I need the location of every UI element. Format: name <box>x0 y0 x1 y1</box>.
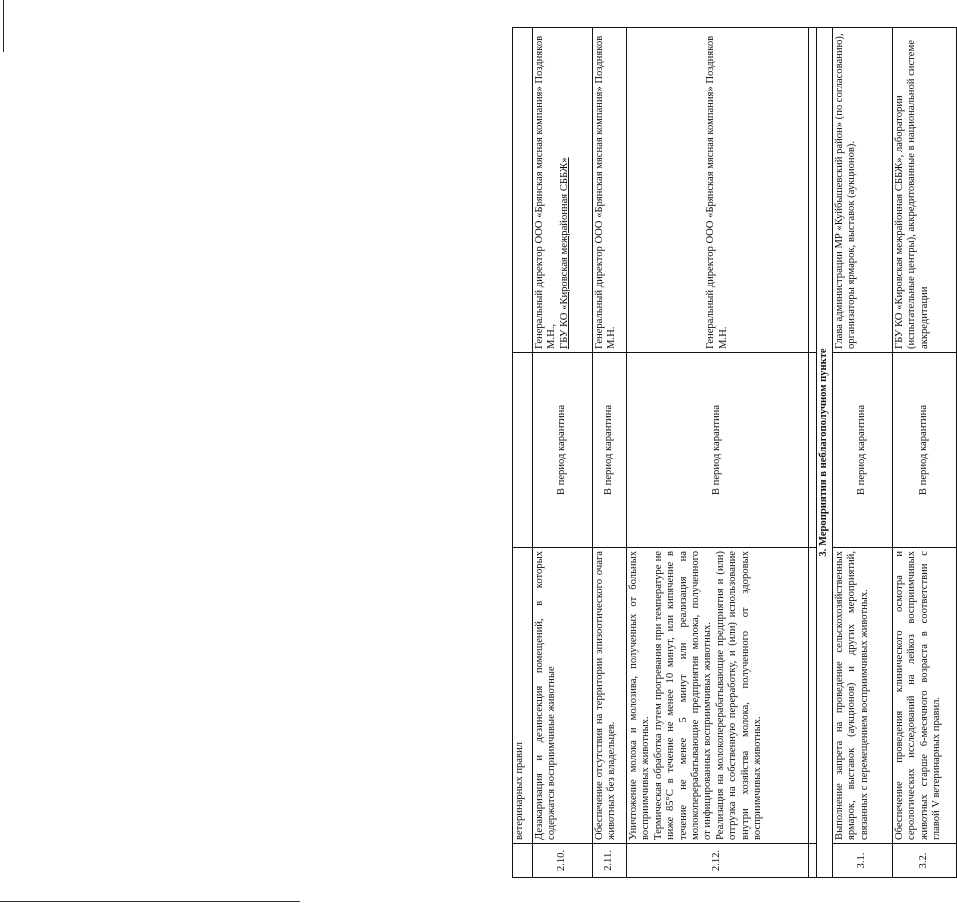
term-text: В период карантина <box>593 353 627 548</box>
measure-paragraph-3: Реализация на молокоперерабатывающие предприятия и (или) отгрузка на собственную переработку, и (или) использование внутри хозяйства молока, полученного от здоровых восприимчивых животных. <box>714 551 764 840</box>
responsible-text: Глава администрации МР «Куйбышевский район» (по согласованию), организаторы ярмарок, выставок (аукционов). <box>833 28 893 353</box>
measure-cell <box>627 548 809 844</box>
row-number: 3.2. <box>893 844 957 878</box>
measure-text: Обеспечение проведения клинического осмотра и серологических исследований на лейкоз восприимчивых животных старше 6-месячного возраста в соответствии с главой V ветеринарных правил. <box>893 548 957 844</box>
spacer-cell <box>809 844 817 878</box>
term-text: В период карантина <box>533 353 593 548</box>
table-row-3-1 <box>833 28 893 878</box>
scan-bottom-line <box>0 901 300 902</box>
term-text: В период карантина <box>627 353 809 548</box>
table-row-2-11 <box>593 28 627 878</box>
row-number: 2.10. <box>533 844 593 878</box>
table-row-2-10 <box>533 28 593 878</box>
section-header-row <box>817 28 833 878</box>
table-row-2-12 <box>627 28 809 878</box>
term-text: В период карантина <box>833 353 893 548</box>
responsible-line-1: Генеральный директор ООО «Брянская мясная компания» Поздняков М.Н., <box>534 35 558 349</box>
responsible-text: ГБУ КО «Кировская межрайонная СББЖ», лаборатории (испытательные центры), аккредитованные в национальной системе аккредитации <box>893 28 957 353</box>
resp-cell-empty <box>513 28 533 353</box>
responsible-line-2: ГБУ КО «Кировская межрайонная СББЖ» <box>558 157 570 349</box>
measure-text: Выполнение запрета на проведение сельскохозяйственных ярмарок, выставок (аукционов) и других мероприятий, связанных с перемещением восприимчивых животных. <box>833 548 893 844</box>
measure-paragraph-1: Уничтожение молока и молозива, полученных от больных восприимчивых животных. <box>628 551 652 840</box>
scan-edge-line <box>3 0 4 52</box>
measures-table <box>512 27 957 878</box>
spacer-cell <box>809 353 817 548</box>
table-row-continuation <box>513 28 533 878</box>
spacer-row <box>809 28 817 878</box>
spacer-cell <box>809 28 817 353</box>
rotated-page <box>512 28 952 878</box>
row-number: 2.11. <box>593 844 627 878</box>
measure-text: Дезакаризация и дезинсекция помещений, в которых содержатся восприимчивые животные <box>533 548 593 844</box>
term-text: В период карантина <box>893 353 957 548</box>
num-cell-empty <box>513 844 533 878</box>
measure-paragraph-2: Термическая обработка путем прогревания при температуре не ниже 85°С в течение не менее 10 минут, или кипячение в течение не менее 5 минут или реализация на молокоперерабатывающие предприятия молока, полученного от инфицированных восприимчивых животных. <box>652 551 714 840</box>
table-row-3-2 <box>893 28 957 878</box>
spacer-cell <box>809 548 817 844</box>
responsible-text: Генеральный директор ООО «Брянская мясная компания» Поздняков М.Н. <box>627 28 809 353</box>
measure-text: Обеспечение отсутствия на территории эпизоотического очага животных без владельцев. <box>593 548 627 844</box>
responsible-cell <box>533 28 593 353</box>
row-number: 2.12. <box>627 844 809 878</box>
responsible-text: Генеральный директор ООО «Брянская мясная компания» Поздняков М.Н. <box>593 28 627 353</box>
term-cell-empty <box>513 353 533 548</box>
continuation-text: ветеринарных правил <box>513 548 533 844</box>
section-title: 3. Мероприятия в неблагополучном пункте <box>817 28 833 878</box>
row-number: 3.1. <box>833 844 893 878</box>
